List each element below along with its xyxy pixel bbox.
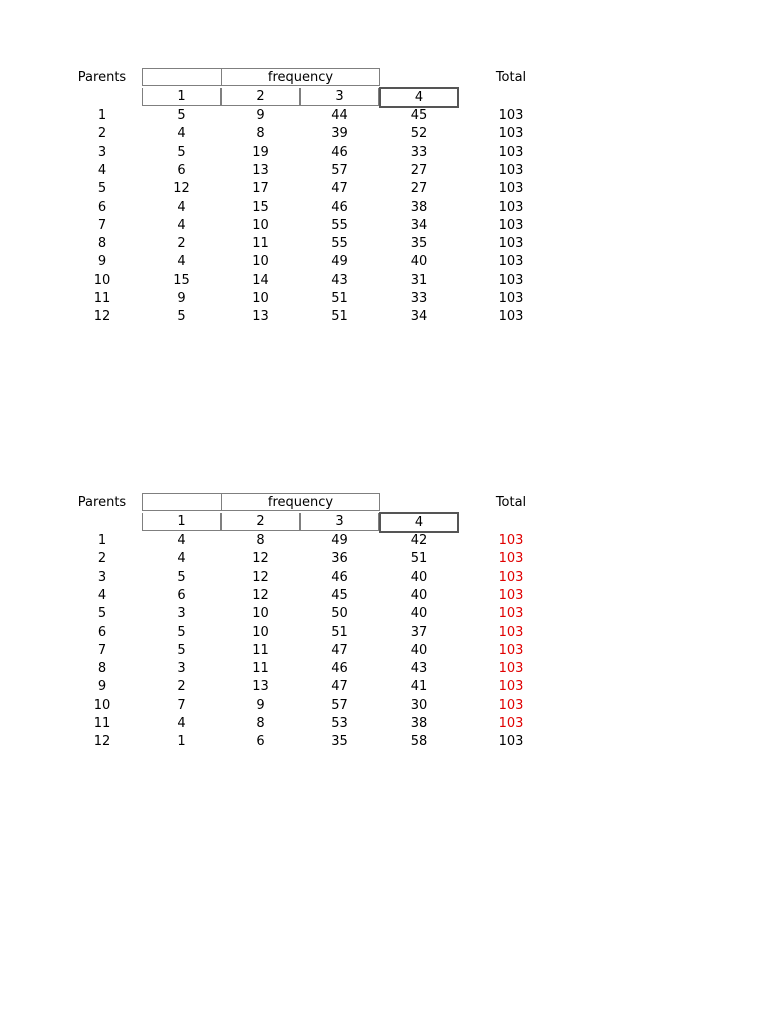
total-cell[interactable]: 103 [498, 108, 524, 123]
frequency-cell[interactable]: 12 [173, 181, 190, 197]
column-header-2[interactable]: 2 [221, 88, 300, 106]
total-cell[interactable]: 103 [498, 624, 524, 640]
frequency-cell[interactable]: 10 [252, 606, 269, 622]
frequency-cell[interactable]: 55 [331, 217, 348, 233]
total-cell[interactable]: 103 [498, 697, 524, 713]
frequency-cell[interactable]: 47 [331, 181, 348, 197]
frequency-cell[interactable]: 12 [252, 587, 269, 603]
frequency-cell[interactable]: 6 [177, 162, 186, 178]
frequency-cell[interactable]: 4 [177, 126, 186, 142]
frequency-cell[interactable]: 5 [177, 624, 186, 640]
parent-id-cell[interactable]: 9 [97, 679, 107, 695]
total-cell[interactable]: 103 [498, 679, 524, 695]
frequency-cell[interactable]: 36 [331, 551, 348, 567]
frequency-cell[interactable]: 7 [177, 697, 186, 713]
total-cell[interactable]: 103 [498, 716, 524, 731]
frequency-cell[interactable]: 10 [252, 624, 269, 640]
frequency-cell[interactable]: 5 [177, 642, 186, 658]
parent-id-cell[interactable]: 3 [97, 569, 107, 585]
frequency-cell[interactable]: 9 [256, 108, 265, 123]
frequency-cell[interactable]: 40 [410, 642, 428, 658]
frequency-cell[interactable]: 51 [331, 291, 348, 306]
frequency-cell[interactable]: 35 [331, 734, 348, 750]
parent-id-cell[interactable]: 11 [93, 291, 111, 306]
column-header-1[interactable]: 1 [142, 88, 221, 106]
total-cell[interactable]: 103 [498, 254, 524, 270]
frequency-cell[interactable]: 8 [256, 533, 265, 548]
frequency-cell[interactable]: 31 [410, 272, 428, 288]
frequency-cell[interactable]: 5 [177, 144, 186, 160]
total-cell[interactable]: 103 [498, 291, 524, 306]
parent-id-cell[interactable]: 7 [97, 642, 107, 658]
frequency-cell[interactable]: 13 [252, 679, 269, 695]
frequency-cell[interactable]: 47 [331, 679, 348, 695]
parent-id-cell[interactable]: 6 [97, 199, 107, 215]
parent-id-cell[interactable]: 8 [97, 661, 107, 677]
frequency-cell[interactable]: 11 [252, 661, 269, 677]
frequency-cell[interactable]: 8 [256, 716, 265, 731]
parent-id-cell[interactable]: 5 [97, 181, 107, 197]
frequency-cell[interactable]: 11 [252, 236, 269, 252]
frequency-cell[interactable]: 10 [252, 217, 269, 233]
parent-id-cell[interactable]: 11 [93, 716, 111, 731]
frequency-cell[interactable]: 35 [410, 236, 428, 252]
total-cell[interactable]: 103 [498, 569, 524, 585]
frequency-cell[interactable]: 34 [410, 309, 428, 325]
frequency-cell[interactable]: 51 [331, 309, 348, 325]
parent-id-cell[interactable]: 2 [97, 551, 107, 567]
frequency-cell[interactable]: 33 [410, 144, 428, 160]
total-cell[interactable]: 103 [498, 606, 524, 622]
frequency-cell[interactable]: 58 [410, 734, 428, 750]
frequency-cell[interactable]: 27 [410, 181, 428, 197]
frequency-cell[interactable]: 47 [331, 642, 348, 658]
frequency-cell[interactable]: 45 [331, 587, 348, 603]
frequency-cell[interactable]: 49 [331, 254, 348, 270]
total-cell[interactable]: 103 [498, 587, 524, 603]
total-cell[interactable]: 103 [498, 734, 524, 750]
frequency-cell[interactable]: 4 [177, 217, 186, 233]
frequency-cell[interactable]: 5 [177, 108, 186, 123]
frequency-cell[interactable]: 15 [252, 199, 269, 215]
frequency-cell[interactable]: 3 [177, 661, 186, 677]
frequency-cell[interactable]: 46 [331, 144, 348, 160]
frequency-cell[interactable]: 19 [252, 144, 269, 160]
total-cell[interactable]: 103 [498, 126, 524, 142]
frequency-cell[interactable]: 10 [252, 291, 269, 306]
frequency-cell[interactable]: 38 [410, 199, 428, 215]
parent-id-cell[interactable]: 6 [97, 624, 107, 640]
frequency-cell[interactable]: 8 [256, 126, 265, 142]
blank-header-cell[interactable] [142, 68, 222, 86]
frequency-cell[interactable]: 46 [331, 569, 348, 585]
column-header-3[interactable]: 3 [300, 88, 379, 106]
frequency-header[interactable]: frequency [221, 68, 380, 86]
parent-id-cell[interactable]: 4 [97, 587, 107, 603]
frequency-cell[interactable]: 9 [177, 291, 186, 306]
frequency-cell[interactable]: 5 [177, 309, 186, 325]
frequency-cell[interactable]: 42 [410, 533, 428, 548]
parent-id-cell[interactable]: 3 [97, 144, 107, 160]
frequency-cell[interactable]: 51 [331, 624, 348, 640]
parent-id-cell[interactable]: 9 [97, 254, 107, 270]
frequency-cell[interactable]: 14 [252, 272, 269, 288]
parent-id-cell[interactable]: 8 [97, 236, 107, 252]
frequency-cell[interactable]: 51 [410, 551, 428, 567]
frequency-cell[interactable]: 40 [410, 606, 428, 622]
frequency-cell[interactable]: 5 [177, 569, 186, 585]
column-header-2[interactable]: 2 [221, 513, 300, 531]
parent-id-cell[interactable]: 1 [97, 108, 107, 123]
frequency-cell[interactable]: 33 [410, 291, 428, 306]
frequency-cell[interactable]: 3 [177, 606, 186, 622]
parent-id-cell[interactable]: 7 [97, 217, 107, 233]
frequency-cell[interactable]: 49 [331, 533, 348, 548]
frequency-cell[interactable]: 15 [173, 272, 190, 288]
frequency-cell[interactable]: 40 [410, 254, 428, 270]
frequency-cell[interactable]: 43 [331, 272, 348, 288]
total-header: Total [495, 495, 527, 510]
frequency-cell[interactable]: 6 [256, 734, 265, 750]
frequency-cell[interactable]: 57 [331, 162, 348, 178]
column-header-4[interactable]: 4 [379, 87, 459, 108]
total-cell[interactable]: 103 [498, 661, 524, 677]
frequency-cell[interactable]: 52 [410, 126, 428, 142]
frequency-cell[interactable]: 37 [410, 624, 428, 640]
frequency-cell[interactable]: 4 [177, 716, 186, 731]
total-cell[interactable]: 103 [498, 199, 524, 215]
parent-id-cell[interactable]: 10 [93, 272, 111, 288]
parent-id-cell[interactable]: 1 [97, 533, 107, 548]
total-cell[interactable]: 103 [498, 236, 524, 252]
total-header: Total [495, 70, 527, 85]
frequency-cell[interactable]: 4 [177, 199, 186, 215]
total-cell[interactable]: 103 [498, 162, 524, 178]
frequency-cell[interactable]: 2 [177, 679, 186, 695]
total-cell[interactable]: 103 [498, 533, 524, 548]
total-cell[interactable]: 103 [498, 551, 524, 567]
frequency-header[interactable]: frequency [221, 493, 380, 511]
parent-id-cell[interactable]: 2 [97, 126, 107, 142]
frequency-cell[interactable]: 4 [177, 254, 186, 270]
total-cell[interactable]: 103 [498, 272, 524, 288]
column-header-1[interactable]: 1 [142, 513, 221, 531]
frequency-cell[interactable]: 50 [331, 606, 348, 622]
total-cell[interactable]: 103 [498, 309, 524, 325]
parents-header: Parents [77, 70, 127, 85]
frequency-cell[interactable]: 9 [256, 697, 265, 713]
frequency-cell[interactable]: 41 [410, 679, 428, 695]
parent-id-cell[interactable]: 4 [97, 162, 107, 178]
frequency-cell[interactable]: 4 [177, 533, 186, 548]
frequency-cell[interactable]: 30 [410, 697, 428, 713]
frequency-cell[interactable]: 46 [331, 661, 348, 677]
frequency-cell[interactable]: 27 [410, 162, 428, 178]
column-header-3[interactable]: 3 [300, 513, 379, 531]
total-cell[interactable]: 103 [498, 181, 524, 197]
parent-id-cell[interactable]: 12 [93, 734, 111, 750]
frequency-cell[interactable]: 40 [410, 569, 428, 585]
frequency-cell[interactable]: 13 [252, 162, 269, 178]
column-header-4[interactable]: 4 [379, 512, 459, 533]
frequency-cell[interactable]: 46 [331, 199, 348, 215]
frequency-cell[interactable]: 38 [410, 716, 428, 731]
frequency-cell[interactable]: 6 [177, 587, 186, 603]
blank-header-cell[interactable] [142, 493, 222, 511]
parent-id-cell[interactable]: 12 [93, 309, 111, 325]
frequency-cell[interactable]: 43 [410, 661, 428, 677]
frequency-cell[interactable]: 17 [252, 181, 269, 197]
parents-header: Parents [77, 495, 127, 510]
frequency-cell[interactable]: 10 [252, 254, 269, 270]
frequency-cell[interactable]: 12 [252, 569, 269, 585]
parent-id-cell[interactable]: 10 [93, 697, 111, 713]
frequency-cell[interactable]: 13 [252, 309, 269, 325]
frequency-cell[interactable]: 12 [252, 551, 269, 567]
frequency-cell[interactable]: 55 [331, 236, 348, 252]
frequency-cell[interactable]: 1 [177, 734, 186, 750]
frequency-cell[interactable]: 57 [331, 697, 348, 713]
total-cell[interactable]: 103 [498, 217, 524, 233]
frequency-cell[interactable]: 53 [331, 716, 348, 731]
frequency-cell[interactable]: 40 [410, 587, 428, 603]
parent-id-cell[interactable]: 5 [97, 606, 107, 622]
frequency-cell[interactable]: 2 [177, 236, 186, 252]
frequency-cell[interactable]: 4 [177, 551, 186, 567]
frequency-cell[interactable]: 11 [252, 642, 269, 658]
frequency-cell[interactable]: 44 [331, 108, 348, 123]
total-cell[interactable]: 103 [498, 642, 524, 658]
frequency-cell[interactable]: 45 [410, 108, 428, 123]
total-cell[interactable]: 103 [498, 144, 524, 160]
frequency-cell[interactable]: 39 [331, 126, 348, 142]
frequency-cell[interactable]: 34 [410, 217, 428, 233]
